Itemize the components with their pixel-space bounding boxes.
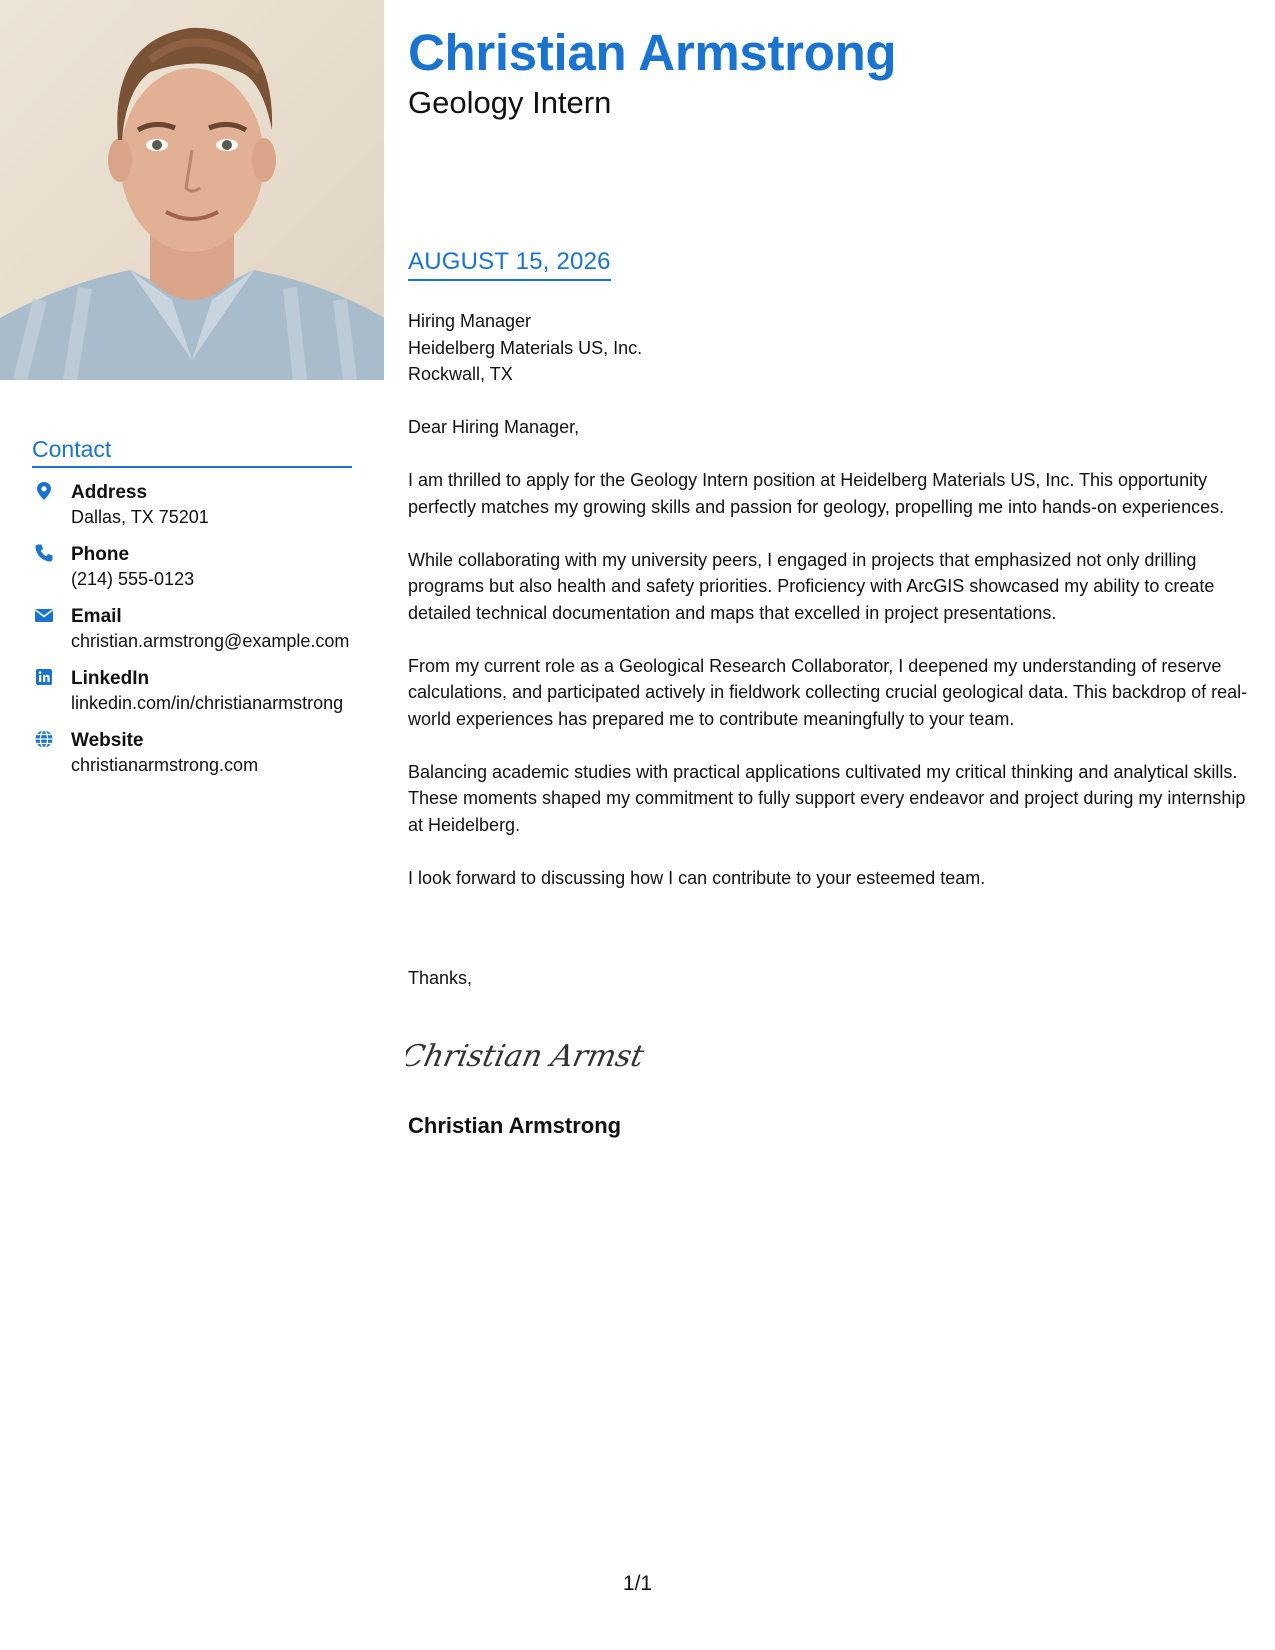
email-value[interactable]: christian.armstrong@example.com [71,631,350,651]
signer-name: Christian Armstrong [408,1113,622,1138]
salutation: Dear Hiring Manager, [408,417,580,437]
date-section [408,248,611,281]
website-label: Website [71,730,144,751]
address-label: Address [71,482,148,503]
handwritten-signature [406,1026,676,1091]
closing: Thanks, [408,968,473,988]
address-value: Dallas, TX 75201 [71,507,209,527]
linkedin-value[interactable]: linkedin.com/in/christianarmstrong [71,693,344,713]
profile-photo [0,0,384,380]
body-paragraph: From my current role as a Geological Research Collaborator, I deepened my understanding of reserve calculations, and participated actively in fieldwork collecting crucial geological data. This backdrop of real-world experiences has prepared me to contribute meaningfully to your team. [408,655,1248,729]
contact-linkedin [32,666,352,716]
letter-date: AUGUST 15, 2026 [408,248,611,281]
body-paragraph: Balancing academic studies with practical applications cultivated my critical thinking and analytical skills. These moments shaped my commitment to fully support every endeavor and project during my internship at Heidelberg. [408,761,1246,835]
letter-header [408,22,1228,122]
signature-text: Christian Armst [406,1039,648,1074]
recipient-line: Hiring Manager [408,311,532,331]
phone-icon [34,543,54,563]
applicant-name: Christian Armstrong [408,24,897,81]
phone-value[interactable]: (214) 555-0123 [71,569,195,589]
letter-body [408,308,1254,891]
contact-website [32,728,352,778]
signature-image [406,1026,676,1086]
website-value[interactable]: christianarmstrong.com [71,755,259,775]
contact-phone [32,542,352,592]
applicant-role: Geology Intern [408,85,612,120]
recipient-line: Heidelberg Materials US, Inc. [408,337,643,358]
contact-address [32,480,352,530]
page-number: 1/1 [622,1572,653,1595]
contact-email [32,604,352,654]
location-pin-icon [34,481,54,501]
email-icon [34,605,54,625]
portrait-illustration [0,0,384,380]
contact-section [32,436,352,790]
body-paragraph: I am thrilled to apply for the Geology Intern position at Heidelberg Materials US, Inc. This opportunity perfectly matches my growing skills and passion for geology, propelling me into hands-on experiences. [408,470,1225,517]
email-label: Email [71,606,122,627]
body-paragraph: While collaborating with my university peers, I engaged in projects that emphasized not only drilling programs but also health and safety priorities. Proficiency with ArcGIS showcased my ability to create detailed technical documentation and maps that excelled in project presentations. [408,549,1215,623]
body-paragraph: I look forward to discussing how I can contribute to your esteemed team. [408,867,986,888]
recipient-line: Rockwall, TX [408,364,513,384]
globe-icon [34,729,54,749]
recipient-block [408,308,1254,388]
linkedin-icon [34,667,54,687]
contact-heading: Contact [32,436,352,468]
linkedin-label: LinkedIn [71,668,150,689]
phone-label: Phone [71,544,130,565]
